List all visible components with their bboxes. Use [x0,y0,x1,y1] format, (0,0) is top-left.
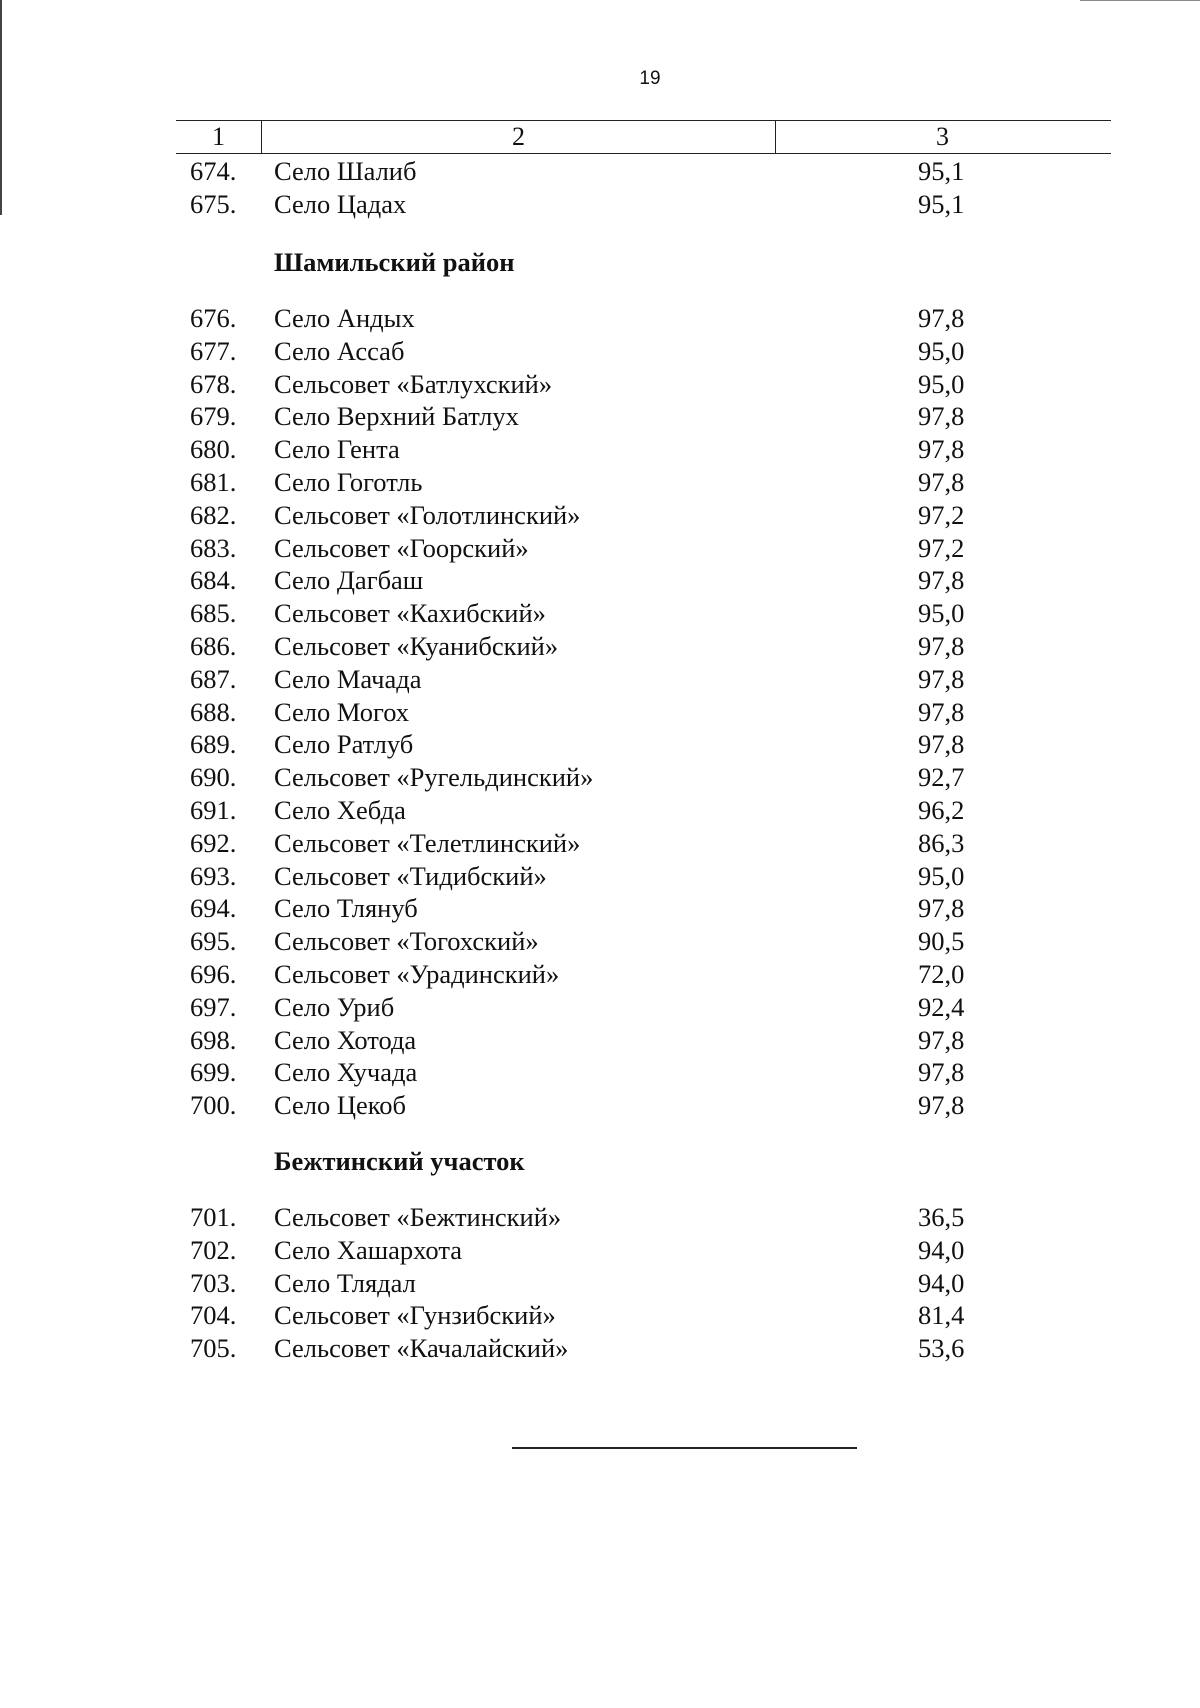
row-value: 90,5 [918,926,965,957]
row-value: 96,2 [918,795,965,825]
row-number: 677. [190,335,237,366]
row-value: 97,8 [918,1024,965,1055]
settlement-name: Сельсовет «Ругельдинский» [274,762,594,793]
settlement-name: Село Гента [274,434,400,465]
settlement-name: Сельсовет «Бежтинский» [274,1202,562,1232]
settlement-name: Сельсовет «Тогохский» [274,926,539,957]
settlement-name: Село Цекоб [274,1090,407,1121]
row-value: 95,1 [918,156,965,186]
settlement-name: Село Могох [274,696,410,727]
row-number: 704. [190,1300,237,1331]
row-number: 688. [190,696,237,727]
table-header [176,120,1111,154]
row-value: 97,8 [918,565,965,596]
section-title: Бежтинский участок [274,1146,525,1176]
row-number: 703. [190,1267,237,1298]
row-number: 695. [190,926,237,957]
row-number: 698. [190,1024,237,1055]
settlement-name: Село Уриб [274,991,395,1022]
settlement-name: Сельсовет «Качалайский» [274,1333,569,1364]
row-number: 678. [190,368,237,399]
settlement-name: Сельсовет «Телетлинский» [274,827,581,858]
settlement-name: Село Хотода [274,1024,417,1055]
row-value: 97,8 [918,729,965,760]
row-value: 95,0 [918,860,965,891]
row-number: 700. [190,1090,237,1121]
end-rule [512,1447,857,1449]
settlement-name: Село Андых [274,303,415,333]
row-value: 94,0 [918,1267,965,1298]
row-number: 692. [190,827,237,858]
settlement-name: Село Тлянуб [274,893,418,924]
row-number: 685. [190,598,237,629]
settlement-name: Село Хашархота [274,1234,462,1265]
row-value: 92,7 [918,762,965,793]
row-number: 675. [190,188,237,219]
settlement-name: Сельсовет «Кахибский» [274,598,546,629]
row-number: 699. [190,1057,237,1088]
settlement-name: Сельсовет «Урадинский» [274,959,560,989]
row-number: 693. [190,860,237,891]
row-value: 97,8 [918,696,965,727]
settlement-name: Сельсовет «Куанибский» [274,631,559,661]
row-value: 97,2 [918,532,965,563]
row-value: 92,4 [918,991,965,1022]
settlement-name: Сельсовет «Батлухский» [274,368,553,399]
header-col-3: 3 [936,122,949,151]
row-number: 681. [190,467,237,497]
settlement-name: Село Мачада [274,663,422,694]
settlement-name: Село Верхний Батлух [274,401,519,432]
settlement-name: Село Дагбаш [274,565,424,596]
row-number: 679. [190,401,237,432]
row-value: 97,8 [918,401,965,432]
settlement-name: Село Тлядал [274,1267,416,1298]
row-number: 697. [190,991,237,1022]
row-value: 97,8 [918,1057,965,1088]
settlement-name: Сельсовет «Гунзибский» [274,1300,556,1331]
row-number: 680. [190,434,237,465]
settlement-name: Село Гоготль [274,467,423,497]
row-number: 674. [190,156,237,186]
page-number: 19 [639,68,661,89]
row-value: 36,5 [918,1202,965,1232]
settlement-name: Сельсовет «Гоорский» [274,532,529,563]
row-value: 97,8 [918,303,965,333]
row-number: 682. [190,499,237,530]
row-number: 686. [190,631,237,661]
settlement-name: Село Хебда [274,795,406,825]
header-col-2: 2 [262,121,776,153]
row-number: 689. [190,729,237,760]
header-col-1: 1 [176,121,262,153]
row-value: 95,0 [918,368,965,399]
row-value: 97,2 [918,499,965,530]
row-number: 705. [190,1333,237,1364]
scan-edge-top [1080,0,1200,1]
row-value: 72,0 [918,959,965,989]
settlement-name: Сельсовет «Тидибский» [274,860,547,891]
settlement-name: Село Цадах [274,188,407,219]
row-value: 95,0 [918,335,965,366]
settlement-name: Сельсовет «Голотлинский» [274,499,581,530]
row-value: 97,8 [918,467,965,497]
row-number: 690. [190,762,237,793]
row-value: 53,6 [918,1333,965,1364]
row-value: 95,0 [918,598,965,629]
settlement-name: Село Хучада [274,1057,418,1088]
row-number: 687. [190,663,237,694]
section-title: Шамильский район [274,247,515,277]
row-value: 97,8 [918,631,965,661]
row-value: 86,3 [918,827,965,858]
row-value: 97,8 [918,1090,965,1121]
row-number: 696. [190,959,237,989]
row-number: 683. [190,532,237,563]
settlement-name: Село Ратлуб [274,729,414,760]
row-value: 95,1 [918,188,965,219]
scan-edge-left [0,0,2,215]
settlement-name: Село Ассаб [274,335,405,366]
row-value: 97,8 [918,893,965,924]
row-number: 702. [190,1234,237,1265]
settlement-name: Село Шалиб [274,156,417,186]
row-value: 97,8 [918,663,965,694]
row-number: 694. [190,893,237,924]
row-number: 676. [190,303,237,333]
row-number: 684. [190,565,237,596]
row-value: 97,8 [918,434,965,465]
row-number: 701. [190,1202,237,1232]
row-value: 81,4 [918,1300,965,1331]
row-number: 691. [190,795,237,825]
row-value: 94,0 [918,1234,965,1265]
